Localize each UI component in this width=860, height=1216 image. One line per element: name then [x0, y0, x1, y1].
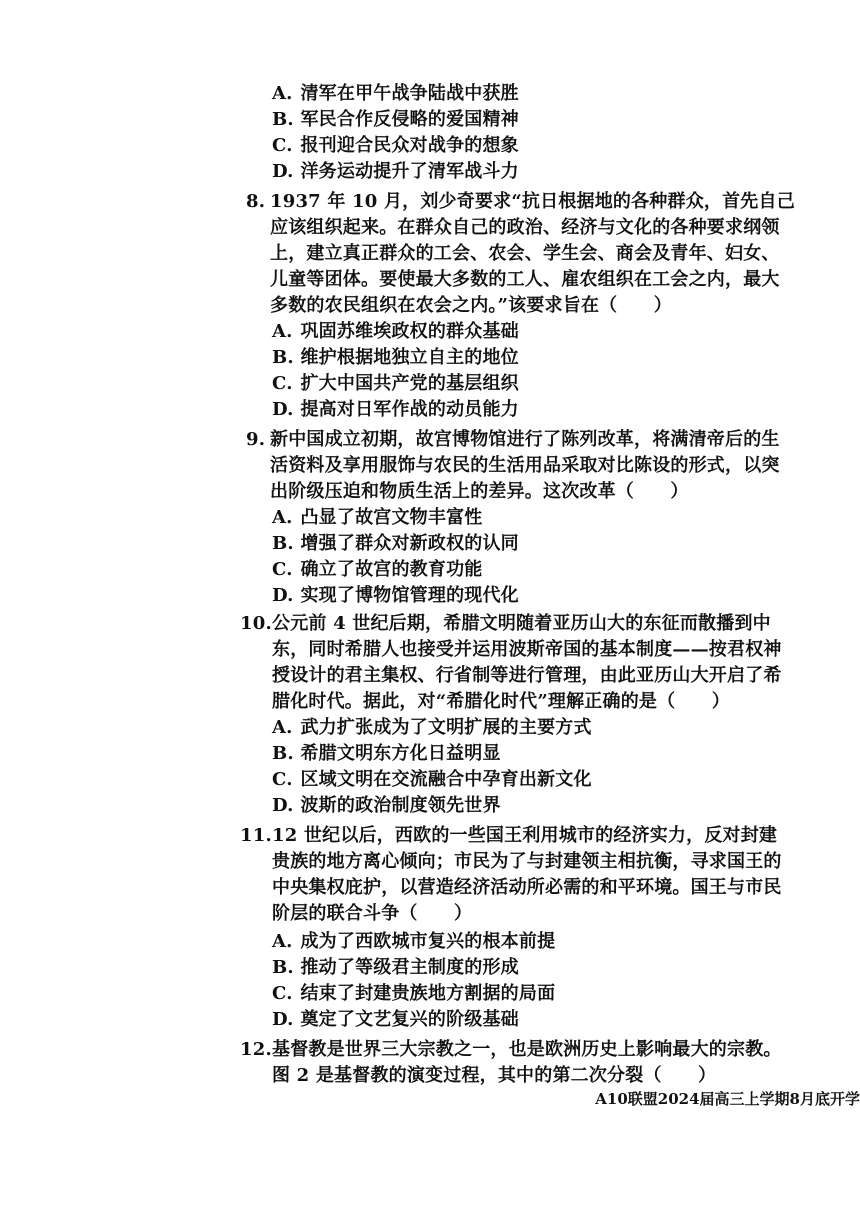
option-c: C. 确立了故宫的教育功能: [272, 559, 483, 580]
question-text-line: 阶层的联合斗争（ ）: [272, 903, 473, 924]
option-c: C. 结束了封建贵族地方割据的局面: [272, 983, 556, 1004]
question-text-line: 出阶级压迫和物质生活上的差异。这次改革（ ）: [270, 481, 689, 502]
option-d: D. 实现了博物馆管理的现代化: [272, 585, 519, 606]
question-text-line: 基督教是世界三大宗教之一，也是欧洲历史上影响最大的宗教。: [272, 1039, 782, 1060]
question-text-line: 应该组织起来。在群众自己的政治、经济与文化的各种要求纲领: [270, 217, 780, 238]
option-d: D. 洋务运动提升了清军战斗力: [272, 161, 519, 182]
question-text-line: 腊化时代。据此，对“希腊化时代”理解正确的是（ ）: [272, 691, 730, 712]
question-text-line: 12 世纪以后，西欧的一些国王利用城市的经济实力，反对封建: [272, 825, 778, 846]
option-d: D. 奠定了文艺复兴的阶级基础: [272, 1009, 519, 1030]
question-text-line: 活资料及享用服饰与农民的生活用品采取对比陈设的形式，以突: [270, 455, 780, 476]
question-text-line: 新中国成立初期，故宫博物馆进行了陈列改革，将满清帝后的生: [270, 429, 780, 450]
question-text-line: 儿童等团体。要使最大多数的工人、雇农组织在工会之内，最大: [270, 269, 780, 290]
question-number: 11.: [240, 825, 272, 846]
option-d: D. 波斯的政治制度领先世界: [272, 795, 501, 816]
question-text-line: 公元前 4 世纪后期，希腊文明随着亚历山大的东征而散播到中: [272, 613, 771, 634]
option-d: D. 提高对日军作战的动员能力: [272, 399, 519, 420]
question-text-line: 1937 年 10 月，刘少奇要求“抗日根据地的各种群众，首先自己: [270, 191, 795, 212]
question-text-line: 授设计的君主集权、行省制等进行管理，由此亚历山大开启了希: [272, 665, 782, 686]
option-c: C. 报刊迎合民众对战争的想象: [272, 135, 519, 156]
question-number: 9.: [246, 429, 266, 450]
option-a: A. 清军在甲午战争陆战中获胜: [272, 83, 519, 104]
option-b: B. 维护根据地独立自主的地位: [272, 347, 519, 368]
question-text-line: 贵族的地方离心倾向；市民为了与封建领主相抗衡，寻求国王的: [272, 851, 782, 872]
question-number: 8.: [246, 191, 266, 212]
exam-footer: A10联盟2024届高三上学期8月底开学: [595, 1090, 860, 1108]
option-a: A. 凸显了故宫文物丰富性: [272, 507, 483, 528]
question-text-line: 上，建立真正群众的工会、农会、学生会、商会及青年、妇女、: [270, 243, 780, 264]
option-a: A. 武力扩张成为了文明扩展的主要方式: [272, 717, 592, 738]
option-b: B. 军民合作反侵略的爱国精神: [272, 109, 519, 130]
question-number: 10.: [240, 613, 272, 634]
option-c: C. 区域文明在交流融合中孕育出新文化: [272, 769, 592, 790]
question-text-line: 图 2 是基督教的演变过程，其中的第二次分裂（ ）: [272, 1065, 717, 1086]
option-b: B. 推动了等级君主制度的形成: [272, 957, 519, 978]
option-a: A. 成为了西欧城市复兴的根本前提: [272, 931, 556, 952]
question-text-line: 中央集权庇护，以营造经济活动所必需的和平环境。国王与市民: [272, 877, 782, 898]
option-c: C. 扩大中国共产党的基层组织: [272, 373, 519, 394]
question-text-line: 多数的农民组织在农会之内。”该要求旨在（ ）: [270, 295, 672, 316]
question-text-line: 东，同时希腊人也接受并运用波斯帝国的基本制度——按君权神: [272, 639, 782, 660]
question-number: 12.: [240, 1039, 272, 1060]
option-a: A. 巩固苏维埃政权的群众基础: [272, 321, 519, 342]
option-b: B. 希腊文明东方化日益明显: [272, 743, 501, 764]
option-b: B. 增强了群众对新政权的认同: [272, 533, 519, 554]
